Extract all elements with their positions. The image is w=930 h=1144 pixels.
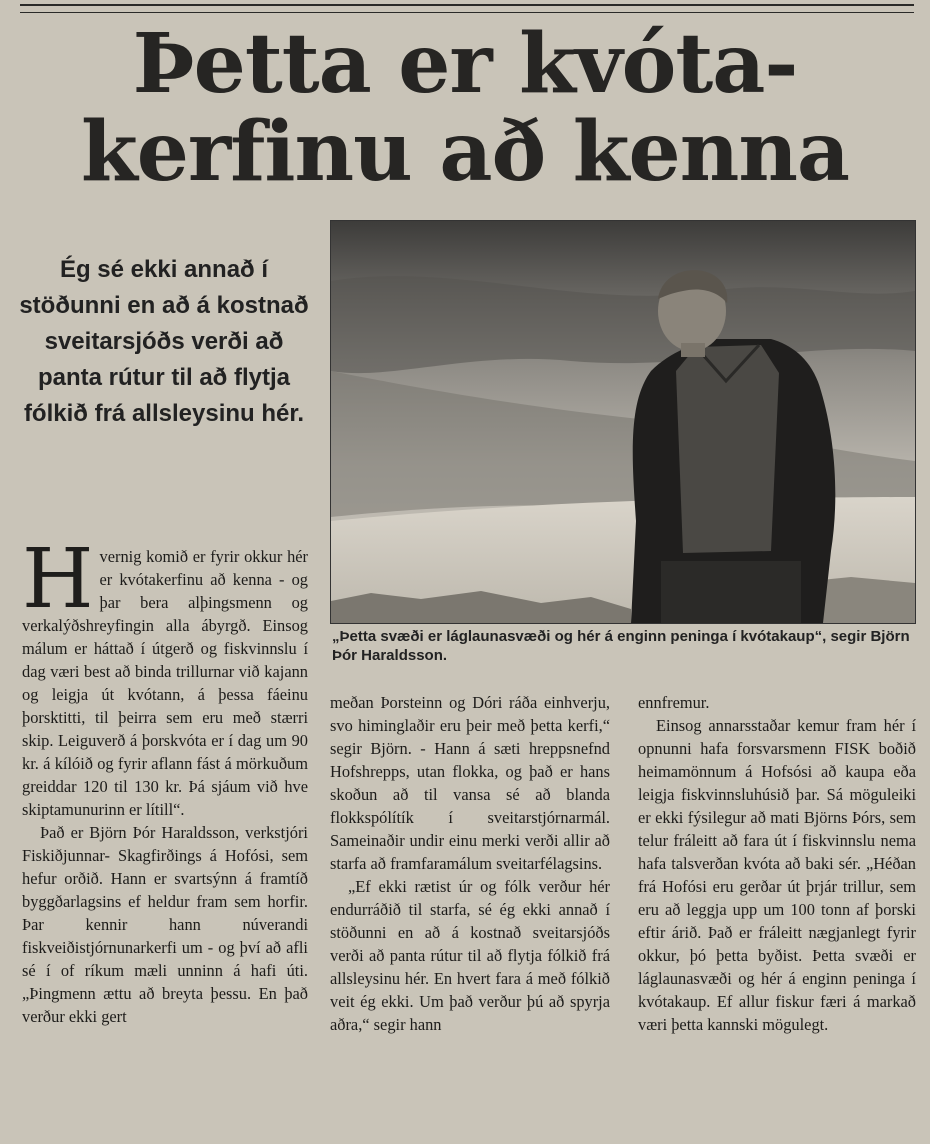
- article-paragraph-1: [22, 532, 308, 821]
- article-paragraph-6: Einsog annarsstaðar kemur fram hér í opnunni hafa forsvarsmenn FISK boðið heimamönnum á Hofsósi að kaupa eða leigja fiskvinnsluhúsið þar. Sá möguleiki er ekki fýsilegur að mati Björns Þórs, sem telur fráleitt að fara út í fiskvinnslu nema hafa talsverðan kvóta að baki sér. „Héðan frá Hofósi eru gerðar út þrjár trillur, sem eru að leggja upp um 100 tonn af þorski eftir árið. Það er fráleitt nægjanlegt fyrir okkur, þó þetta byðist. Þetta svæði er láglaunasvæði og hér á enginn peninga í kvótakaup. Ef allur fiskur færi á markað væri þetta kannski mögulegt.: [638, 716, 916, 1034]
- drop-cap: H: [22, 532, 94, 627]
- article-column-3: [638, 691, 916, 1036]
- top-rule: [20, 4, 914, 13]
- deck-quote: Ég sé ekki annað í stöðunni en að á kostnað sveitarsjóðs verði að panta rútur til að flytja fólkið frá allsleysinu hér.: [19, 256, 309, 427]
- article-column-1: [22, 532, 308, 1028]
- article-paragraph-4: „Ef ekki rætist úr og fólk verður hér endurráðið til starfa, sé ég ekki annað í stöðunni en að á kostnað sveitarsjóðs verði að panta rútur til að flytja fólkið frá allsleysinu hér. En hvert fara á með fólkið veit ég ekki. Um það verður þú að spyrja aðra,“ segir hann: [330, 877, 610, 1034]
- article-text-1: vernig komið er fyrir okkur hér er kvótakerfinu að kenna - og þar bera alþingsmenn og verkalýðshreyfingin alla ábyrgð. Einsog málum er háttað í útgerð og fiskvinnslu í dag væri best að binda trillurnar við kajann og leigja út kvótann, á þessa fáeinu þorsktitti, til þeirra sem eru með stærri skip. Leiguverð á þorskvóta er í dag um 90 kr. á kílóið og fyrir aflann fást á mörkuðum greiddar 120 til 130 kr. Þá sjáum við hve skiptamunurinn er lítill“.: [22, 547, 308, 819]
- article-paragraph-5: ennfremur.: [638, 693, 710, 712]
- photo-caption: „Þetta svæði er láglaunasvæði og hér á enginn peninga í kvótakaup“, segir Björn Þór Haraldsson.: [332, 628, 910, 664]
- article-column-2: [330, 691, 610, 1036]
- headline: Þetta er kvóta-kerfinu að kenna: [80, 16, 850, 200]
- photo-man-on-shore: [330, 220, 916, 624]
- article-paragraph-3: meðan Þorsteinn og Dóri ráða einhverju, svo himinglaðir eru þeir með þetta kerfi,“ segir Björn. - Hann á sæti hreppsnefnd Hofshrepps, utan flokka, og það er hans skoðun að til vansa sé að blanda flokkspólítík í sveitarstjórnarmál. Sameinaðir undir einu merki verði allir að starfa að framfaramálum sveitarfélagsins.: [330, 693, 610, 873]
- article-paragraph-2: Það er Björn Þór Haraldsson, verkstjóri Fiskiðjunnar- Skagfirðings á Hofósi, sem hefur orðið. Hann er svartsýnn á framtíð byggðarlagsins ef heldur fram sem horfir. Þar kennir hann núverandi fiskveiðistjórnunarkerfi um - og því að afli sé í of ríkum mæli unninn á hafi úti. „Þingmenn ættu að breyta þessu. En það verður ekki gert: [22, 823, 308, 1026]
